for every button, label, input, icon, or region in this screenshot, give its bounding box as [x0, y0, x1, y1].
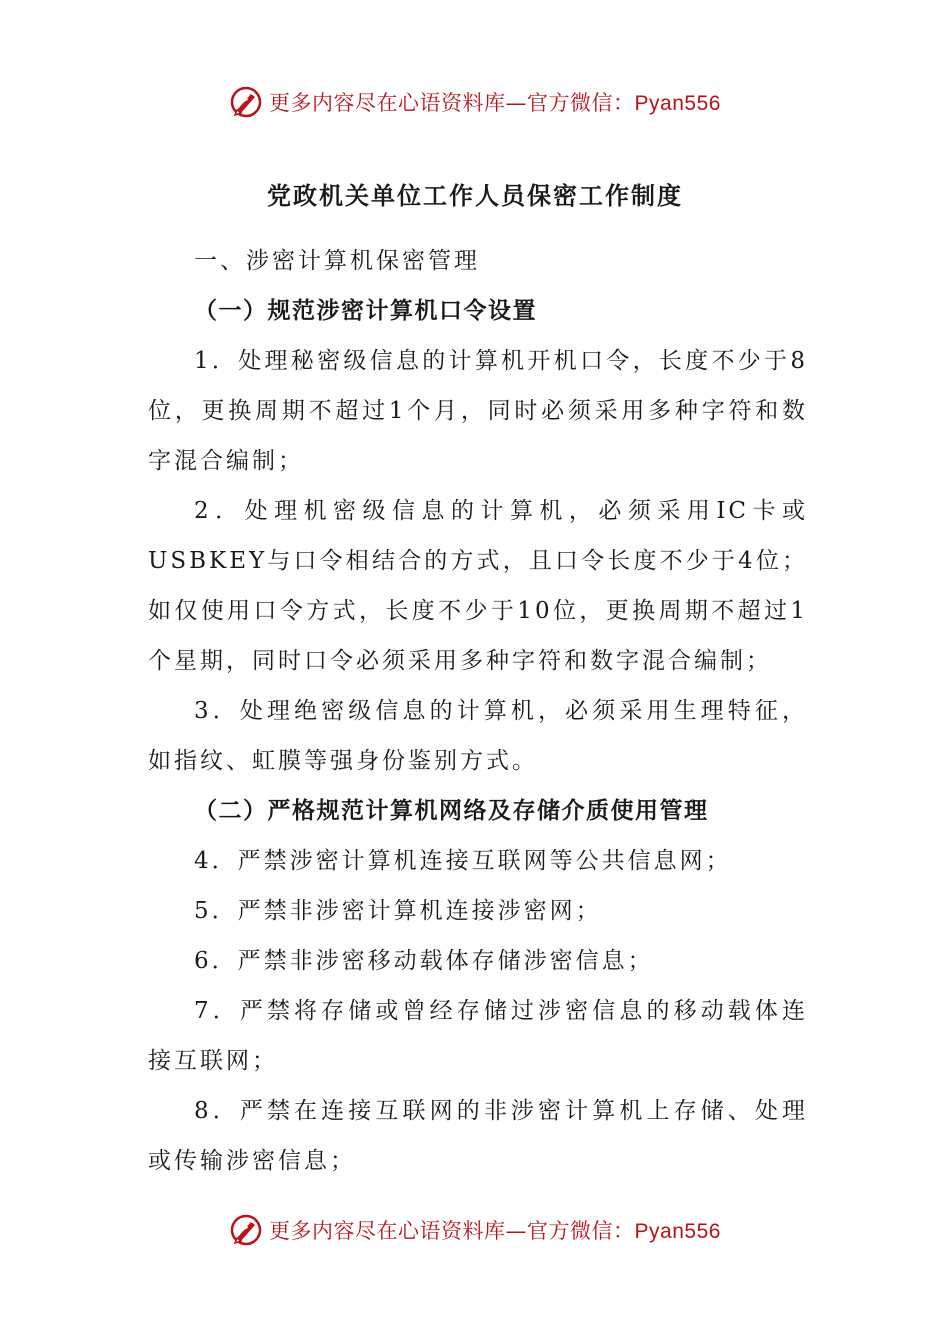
subsection-heading: （一）规范涉密计算机口令设置: [194, 297, 537, 324]
banner-main-text: 更多内容尽在心语资料库—官方微信：: [269, 1219, 635, 1243]
subsection-heading: （二）严格规范计算机网络及存储介质使用管理: [194, 797, 709, 824]
banner-text: [269, 87, 721, 117]
list-item: 5．严禁非涉密计算机连接涉密网；: [194, 898, 602, 924]
banner-text: [269, 1215, 721, 1245]
document-title: 党政机关单位工作人员保密工作制度: [267, 181, 683, 210]
list-item: 2．处理机密级信息的计算机，必须采用IC卡或USBKEY与口令相结合的方式，且口令长度不少于4位；如仅使用口令方式，长度不少于10位，更换周期不超过1个星期，同时口令必须采用多种字符和数字混合编制；: [148, 498, 808, 674]
list-item: 6．严禁非涉密移动载体存储涉密信息；: [194, 948, 654, 974]
section-heading: 一、涉密计算机保密管理: [194, 248, 480, 274]
list-item: 7．严禁将存储或曾经存储过涉密信息的移动载体连接互联网；: [148, 998, 808, 1074]
document-body: [148, 236, 808, 1186]
list-item: 1．处理秘密级信息的计算机开机口令，长度不少于8位，更换周期不超过1个月，同时必须采用多种字符和数字混合编制；: [148, 348, 808, 474]
list-item: 8．严禁在连接互联网的非涉密计算机上存储、处理或传输涉密信息；: [148, 1098, 808, 1174]
banner-wechat-id: Pyan556: [634, 1220, 721, 1243]
pen-logo-icon: [229, 85, 263, 119]
banner-main-text: 更多内容尽在心语资料库—官方微信：: [269, 91, 635, 115]
header-banner: [0, 80, 950, 124]
banner-wechat-id: Pyan556: [634, 92, 721, 115]
list-item: 3．处理绝密级信息的计算机，必须采用生理特征，如指纹、虹膜等强身份鉴别方式。: [148, 698, 808, 774]
footer-banner: [0, 1208, 950, 1252]
list-item: 4．严禁涉密计算机连接互联网等公共信息网；: [194, 848, 732, 874]
pen-logo-icon: [229, 1213, 263, 1247]
